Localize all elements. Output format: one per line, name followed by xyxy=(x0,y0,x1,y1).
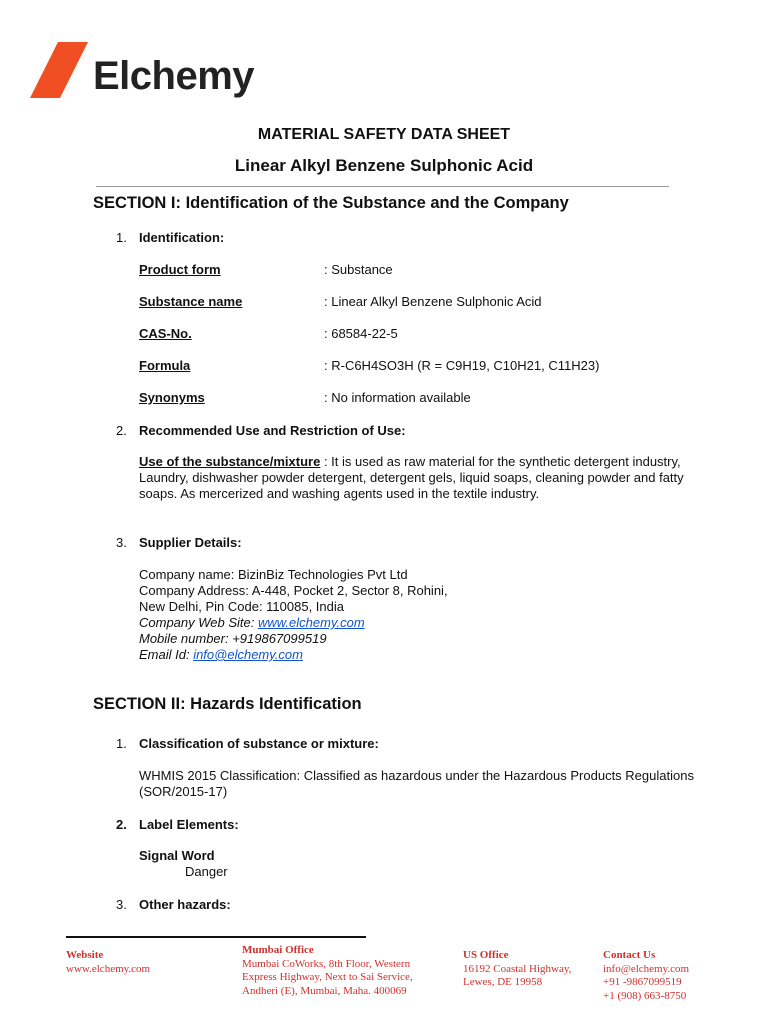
company-website-line xyxy=(139,615,365,630)
email-link[interactable]: info@elchemy.com xyxy=(193,647,303,662)
use-label: Use of the substance/mixture xyxy=(139,454,321,469)
title-divider xyxy=(96,186,669,187)
email-line xyxy=(139,647,303,662)
section-2-heading: SECTION II: Hazards Identification xyxy=(93,695,362,713)
footer-contact xyxy=(603,949,689,1003)
brand-name: Elchemy xyxy=(93,54,255,98)
substance-name-value: : Linear Alkyl Benzene Sulphonic Acid xyxy=(324,294,542,309)
footer-us-line-1: 16192 Coastal Highway, xyxy=(463,962,572,975)
classification-title: Classification of substance or mixture: xyxy=(139,736,379,751)
footer-us-heading: US Office xyxy=(463,949,509,961)
signal-word-label: Signal Word xyxy=(139,848,215,863)
list-number: 2. xyxy=(116,423,127,438)
cas-no-value: : 68584-22-5 xyxy=(324,326,398,341)
footer-contact-phone-in: +91 -9867099519 xyxy=(603,976,682,988)
substance-name-label: Substance name xyxy=(139,294,243,309)
footer-mumbai-office xyxy=(242,944,413,998)
footer-us-line-2: Lewes, DE 19958 xyxy=(463,976,543,988)
footer-website-url[interactable]: www.elchemy.com xyxy=(66,962,151,975)
list-number: 2. xyxy=(116,817,127,832)
list-number: 3. xyxy=(116,535,127,550)
other-hazards-title: Other hazards: xyxy=(139,897,231,912)
footer-contact-email[interactable]: info@elchemy.com xyxy=(603,962,690,975)
product-form-label: Product form xyxy=(139,262,221,277)
formula-value: : R-C6H4SO3H (R = C9H19, C10H21, C11H23) xyxy=(324,358,600,373)
product-form-value: : Substance xyxy=(324,262,393,277)
list-number: 1. xyxy=(116,736,127,751)
company-name: Company name: BizinBiz Technologies Pvt Ltd xyxy=(139,567,408,582)
synonyms-value: : No information available xyxy=(324,390,471,405)
mobile-number: Mobile number: +919867099519 xyxy=(139,631,327,646)
cas-no-label: CAS-No. xyxy=(139,326,192,341)
list-number: 1. xyxy=(116,230,127,245)
label-elements-title: Label Elements: xyxy=(139,817,239,832)
email-label: Email Id: xyxy=(139,647,194,662)
company-address-line-2: New Delhi, Pin Code: 110085, India xyxy=(139,599,344,614)
elchemy-logo-mark-icon xyxy=(30,42,88,98)
identification-title: Identification: xyxy=(139,230,225,245)
section-1-heading: SECTION I: Identification of the Substance and the Company xyxy=(93,194,569,212)
footer-website xyxy=(66,949,150,976)
company-website-link[interactable]: www.elchemy.com xyxy=(257,615,365,630)
footer-mumbai-heading: Mumbai Office xyxy=(242,944,314,956)
use-paragraph xyxy=(139,454,699,503)
recommended-use-title: Recommended Use and Restriction of Use: xyxy=(139,423,406,438)
synonyms-label: Synonyms xyxy=(139,390,205,405)
formula-label: Formula xyxy=(139,358,191,373)
footer-mumbai-line-2: Express Highway, Next to Sai Service, xyxy=(242,971,413,983)
list-number: 3. xyxy=(116,897,127,912)
use-text: : It is used as raw material for the synthetic detergent industry, Laundry, dishwasher powder detergent, detergent gels, liquid soaps, cleaning powder and fatty soaps. As mercerized and washing agents used in the textile industry. xyxy=(139,454,684,502)
company-address-line-1: Company Address: A-448, Pocket 2, Sector 8, Rohini, xyxy=(139,583,448,598)
footer-website-heading: Website xyxy=(66,949,104,961)
footer-us-office xyxy=(463,949,571,990)
signal-word-value: Danger xyxy=(185,864,228,879)
footer-mumbai-line-1: Mumbai CoWorks, 8th Floor, Western xyxy=(242,957,411,970)
footer-mumbai-line-3: Andheri (E), Mumbai, Maha. 400069 xyxy=(242,984,407,997)
footer-divider xyxy=(66,936,366,938)
website-label: Company Web Site: xyxy=(139,615,258,630)
supplier-details-title: Supplier Details: xyxy=(139,535,242,550)
document-title: MATERIAL SAFETY DATA SHEET xyxy=(257,126,511,143)
footer-contact-heading: Contact Us xyxy=(603,949,656,961)
classification-text: WHMIS 2015 Classification: Classified as hazardous under the Hazardous Products Regulations (SOR/2015-17) xyxy=(139,768,694,800)
document-subtitle: Linear Alkyl Benzene Sulphonic Acid xyxy=(234,156,534,175)
footer-contact-phone-us: +1 (908) 663-8750 xyxy=(603,989,687,1002)
